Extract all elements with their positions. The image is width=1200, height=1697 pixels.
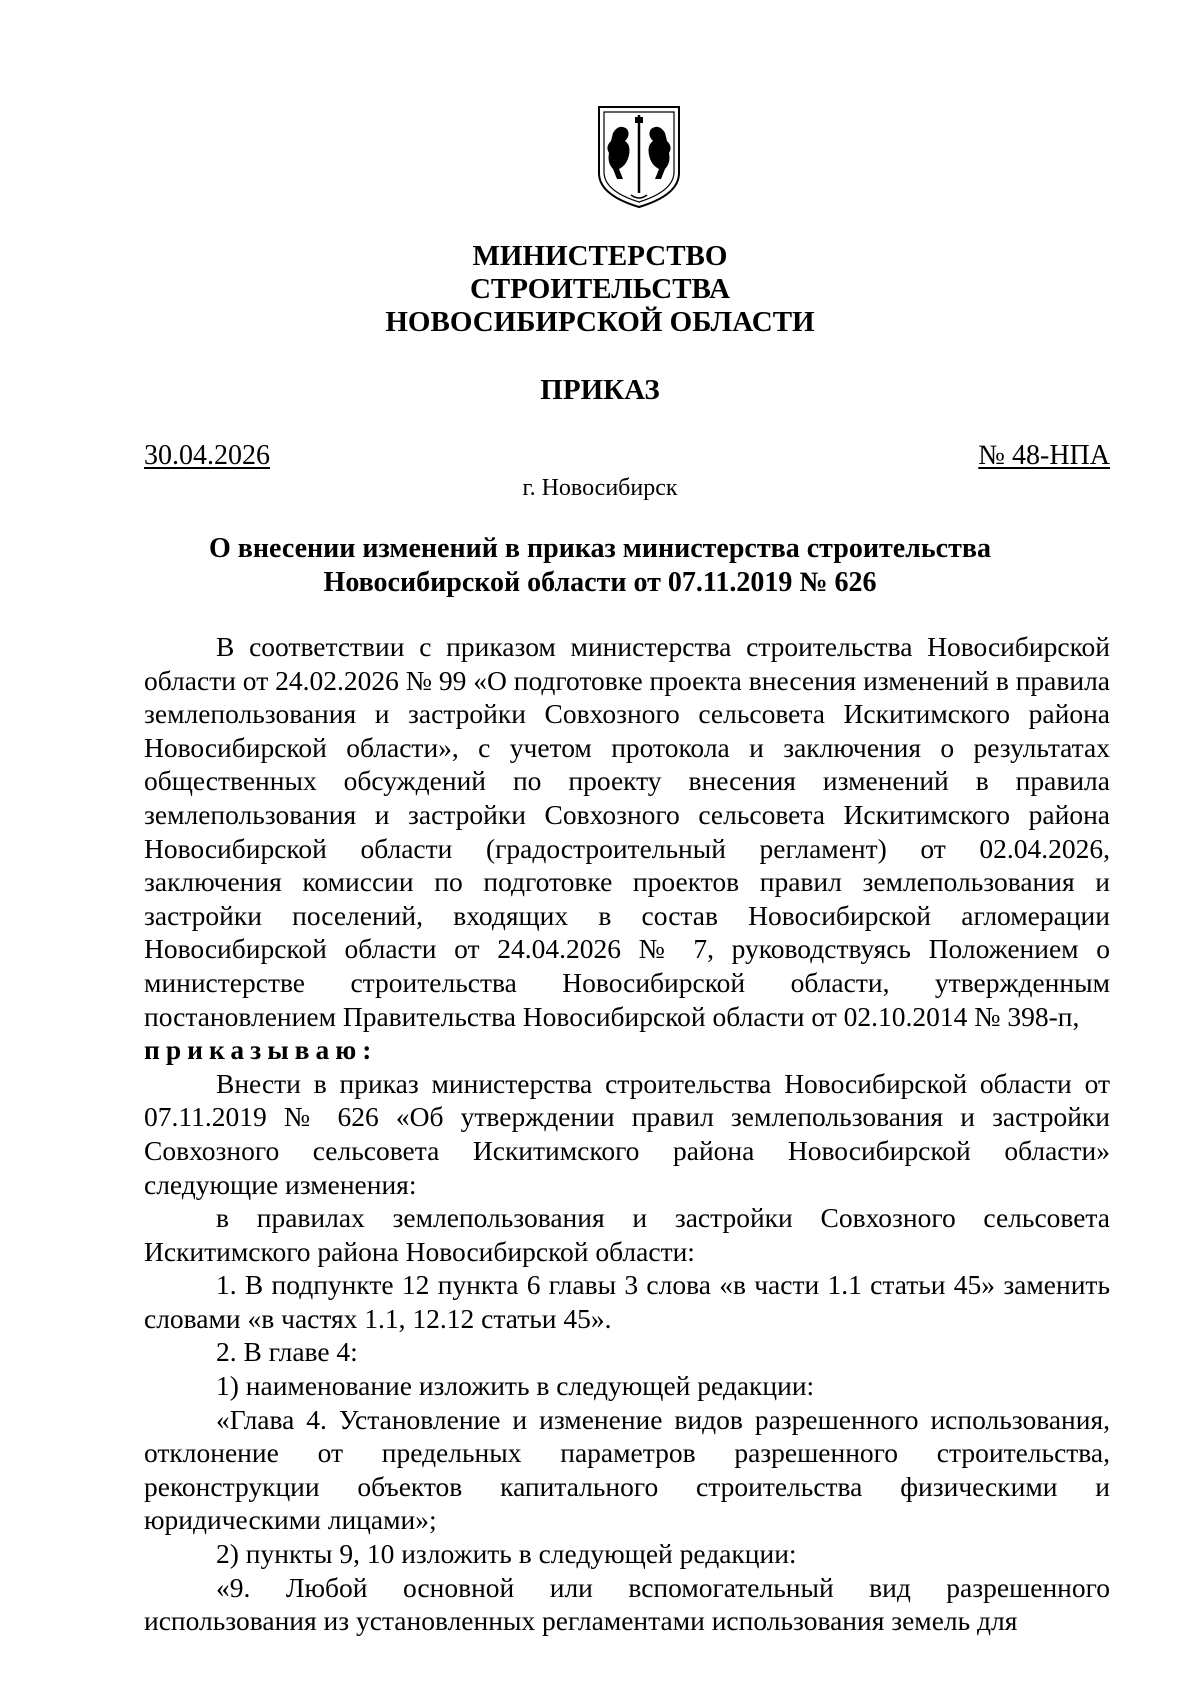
ministry-name [0, 240, 1200, 339]
paragraph-item-2: 2. В главе 4: [216, 1336, 358, 1368]
paragraph-amend-order: Внести в приказ министерства строительства Новосибирской области от 07.11.2019 № 626 «Об утверждении правил землепользования и застройки Совхозного сельсовета Искитимского района Новосибирской области» следующие изменения: [144, 1067, 1110, 1200]
ministry-line-1: МИНИСТЕРСТВО [472, 240, 728, 272]
ministry-line-3: НОВОСИБИРСКОЙ ОБЛАСТИ [385, 306, 815, 338]
coat-of-arms-emblem [595, 103, 683, 211]
document-date: 30.04.2026 [144, 440, 270, 471]
document-subject [0, 532, 1200, 600]
paragraph-subitem-2: 2) пункты 9, 10 изложить в следующей редакции: [216, 1538, 797, 1570]
paragraph-rules: в правилах землепользования и застройки Совхозного сельсовета Искитимского района Новосибирской области: [144, 1202, 1110, 1267]
subject-line-1: О внесении изменений в приказ министерства строительства [209, 533, 991, 564]
paragraph-subitem-1: 1) наименование изложить в следующей редакции: [216, 1370, 815, 1402]
document-city: г. Новосибирск [522, 475, 678, 501]
document-number: № 48-НПА [978, 440, 1110, 471]
paragraph-item-1: 1. В подпункте 12 пункта 6 главы 3 слова «в части 1.1 статьи 45» заменить словами «в частях 1.1, 12.12 статьи 45». [144, 1269, 1110, 1334]
paragraph-preamble: В соответствии с приказом министерства строительства Новосибирской области от 24.02.2026 № 99 «О подготовке проекта внесения изменений в правила землепользования и застройки Совхозного сельсовета Искитимского района Новосибирской области», с учетом протокола и заключения о результатах общественных обсуждений по проекту внесения изменений в правила землепользования и застройки Совхозного сельсовета Искитимского района Новосибирской области (градостроительный регламент) от 02.04.2026, заключения комиссии по подготовке проектов правил землепользования и застройки поселений, входящих в состав Новосибирской агломерации Новосибирской области от 24.04.2026 № 7, руководствуясь Положением о министерстве строительства Новосибирской области, утвержденным постановлением Правительства Новосибирской области от 02.10.2014 № 398-п, [144, 631, 1110, 1032]
paragraph-chapter-4-title: «Глава 4. Установление и изменение видов разрешенного использования, отклонение от предельных параметров разрешенного строительства, реконструкции объектов капитального строительства физическими и юридическими лицами»; [144, 1403, 1110, 1536]
subject-line-2: Новосибирской области от 07.11.2019 № 626 [323, 567, 877, 598]
ministry-line-2: СТРОИТЕЛЬСТВА [469, 273, 731, 305]
document-body [144, 630, 1110, 1638]
document-type: ПРИКАЗ [540, 374, 660, 406]
paragraph-point-9: «9. Любой основной или вспомогательный вид разрешенного использования из установленных регламентами использования земель для [144, 1571, 1110, 1637]
paragraph-order-word: приказываю: [144, 1034, 378, 1066]
